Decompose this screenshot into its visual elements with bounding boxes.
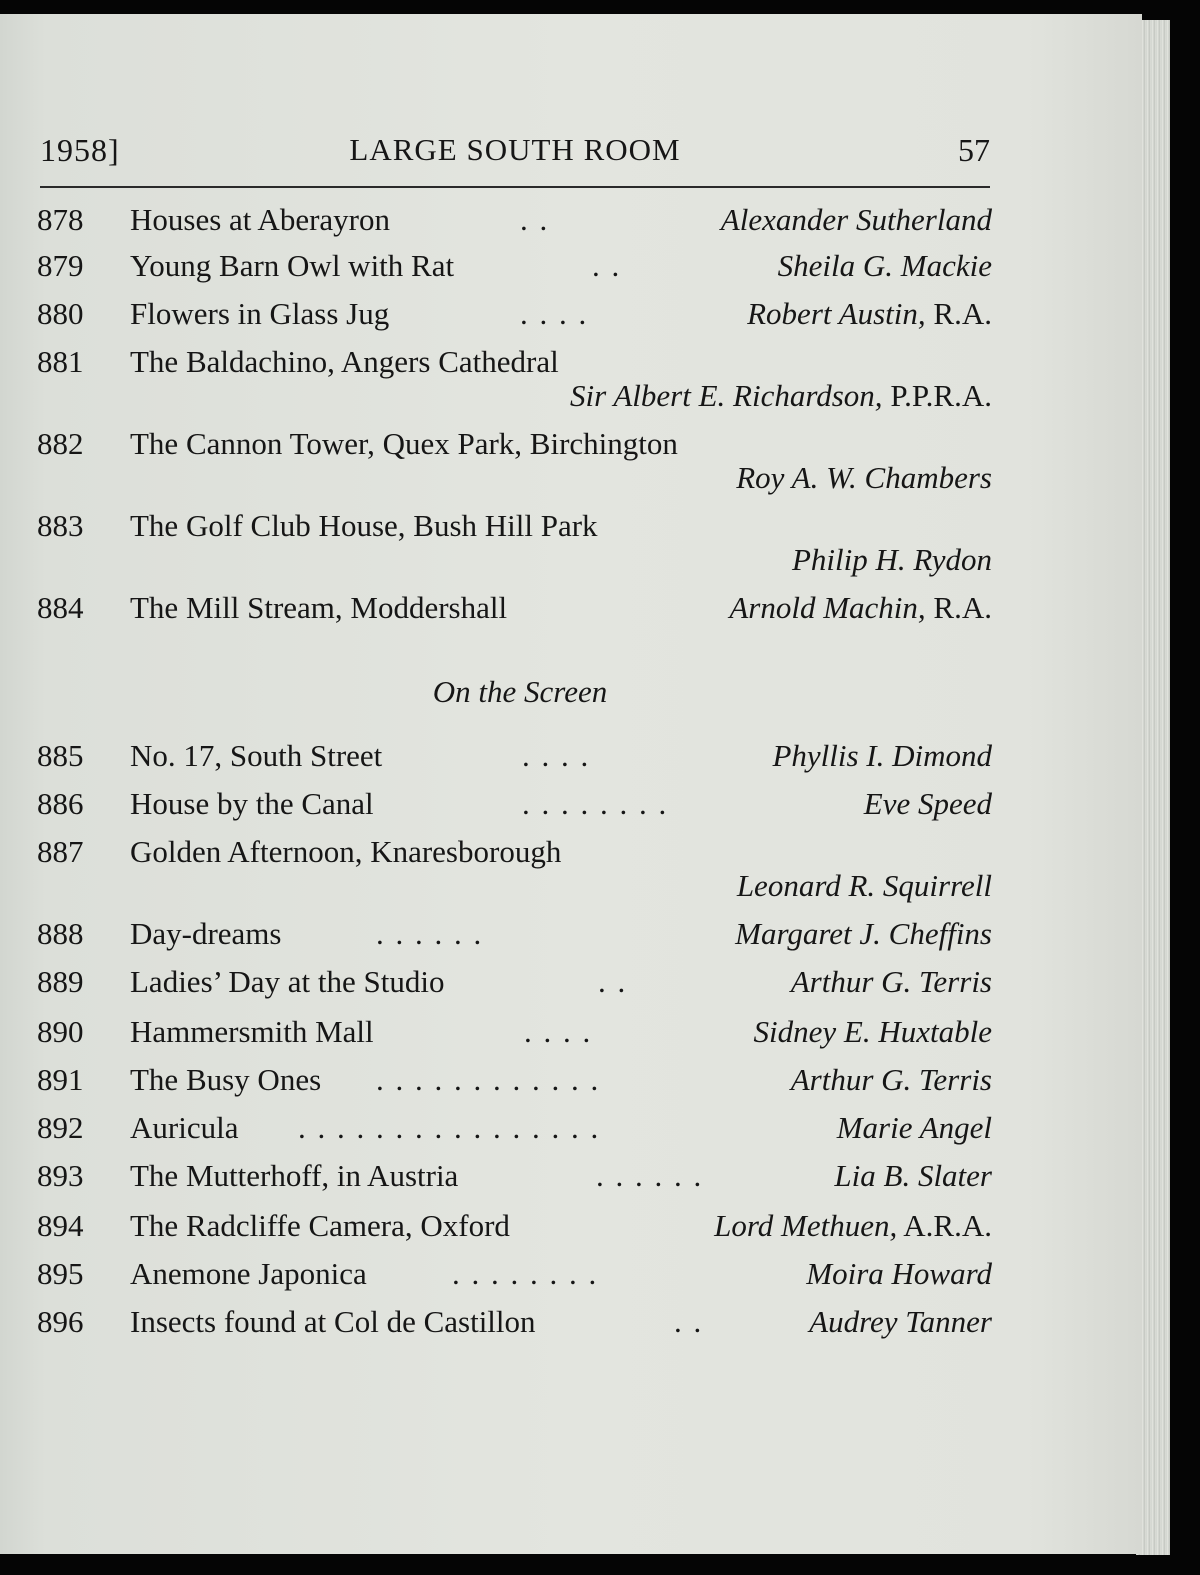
section-heading: On the Screen [432,674,608,709]
catalogue-entry [0,244,1142,288]
entry-title: The Baldachino, Angers Cathedral [130,344,559,379]
catalogue-entry [0,586,1142,630]
leader-dots: . . . . . . . . [522,786,669,821]
entry-title: The Mutterhoff, in Austria [130,1158,459,1193]
entry-title: Hammersmith Mall [130,1014,374,1049]
entry-artist: Roy A. W. Chambers [736,460,992,495]
entry-artist: Phyllis I. Dimond [772,738,992,773]
entry-number: 892 [37,1110,84,1145]
catalogue-entry [0,1058,1142,1102]
catalogue-entry [0,1204,1142,1248]
catalogue-entry [0,1154,1142,1198]
entry-title: No. 17, South Street [130,738,383,773]
entry-number: 890 [37,1014,84,1049]
entry-artist: Arthur G. Terris [790,1062,992,1097]
catalogue-entry [0,292,1142,336]
catalogue-entry [0,1300,1142,1344]
entry-number: 895 [37,1256,84,1291]
running-head [40,132,990,176]
header-rule [40,186,990,188]
entry-number: 881 [37,344,84,379]
leader-dots: . . . . . . . . [452,1256,599,1291]
leader-dots: . . . . [524,1014,593,1049]
leader-dots: . . . . [522,738,591,773]
entry-number: 886 [37,786,84,821]
entry-number: 885 [37,738,84,773]
artist-line [0,864,1142,908]
entry-artist: Philip H. Rydon [791,542,992,577]
leader-dots: . . [520,202,550,237]
entry-artist: Lord Methuen, A.R.A. [714,1208,992,1243]
catalogue-entry [0,912,1142,956]
book-page [0,14,1142,1554]
entry-number: 883 [37,508,84,543]
entry-artist: Eve Speed [863,786,992,821]
entry-number: 879 [37,248,84,283]
leader-dots: . . [674,1304,704,1339]
leader-dots: . . . . . . [376,916,484,951]
catalogue-entry [0,198,1142,242]
entry-artist: Alexander Sutherland [720,202,992,237]
entry-artist: Sheila G. Mackie [777,248,992,283]
entry-title: Auricula [130,1110,239,1145]
entry-number: 894 [37,1208,84,1243]
entry-title: The Mill Stream, Moddershall [130,590,508,625]
entry-artist: Sidney E. Huxtable [753,1014,992,1049]
artist-line [0,538,1142,582]
entry-artist: Audrey Tanner [809,1304,992,1339]
entry-number: 878 [37,202,84,237]
leader-dots: . . [598,964,628,999]
catalogue-entry [0,1106,1142,1150]
entry-artist: Lia B. Slater [834,1158,992,1193]
entry-number: 880 [37,296,84,331]
catalogue-entry [0,1010,1142,1054]
entry-title: The Cannon Tower, Quex Park, Birchington [130,426,678,461]
entry-title: Golden Afternoon, Knaresborough [130,834,562,869]
catalogue-entry [0,734,1142,778]
catalogue-entry [0,1252,1142,1296]
entry-number: 891 [37,1062,84,1097]
leader-dots: . . [592,248,622,283]
entry-number: 884 [37,590,84,625]
header-title: LARGE SOUTH ROOM [349,132,681,167]
entry-title: Houses at Aberayron [130,202,390,237]
artist-line [0,374,1142,418]
catalogue-entry [0,960,1142,1004]
leader-dots: . . . . . . . . . . . . . . . . [298,1110,601,1145]
entry-title: Day-dreams [130,916,282,951]
entry-title: The Radcliffe Camera, Oxford [130,1208,510,1243]
entry-title: Ladies’ Day at the Studio [130,964,445,999]
entry-artist: Arnold Machin, R.A. [729,590,992,625]
entry-title: House by the Canal [130,786,374,821]
header-year: 1958] [40,132,120,168]
entry-title: Insects found at Col de Castillon [130,1304,536,1339]
entry-number: 887 [37,834,84,869]
entry-title: Flowers in Glass Jug [130,296,390,331]
header-page-number: 57 [958,132,990,168]
leader-dots: . . . . [520,296,589,331]
entry-number: 888 [37,916,84,951]
leader-dots: . . . . . . [596,1158,704,1193]
entry-number: 889 [37,964,84,999]
entry-number: 893 [37,1158,84,1193]
leader-dots: . . . . . . . . . . . . [376,1062,601,1097]
entry-artist: Moira Howard [806,1256,992,1291]
entry-artist: Marie Angel [836,1110,992,1145]
entry-title: Anemone Japonica [130,1256,367,1291]
catalogue-entry [0,782,1142,826]
entry-title: The Golf Club House, Bush Hill Park [130,508,598,543]
artist-line [0,456,1142,500]
entry-artist: Margaret J. Cheffins [735,916,992,951]
entry-artist: Arthur G. Terris [790,964,992,999]
entry-number: 896 [37,1304,84,1339]
entry-artist: Sir Albert E. Richardson, P.P.R.A. [569,378,992,413]
entry-artist: Leonard R. Squirrell [736,868,992,903]
entry-artist: Robert Austin, R.A. [747,296,992,331]
entry-number: 882 [37,426,84,461]
entry-title: Young Barn Owl with Rat [130,248,455,283]
entry-title: The Busy Ones [130,1062,322,1097]
